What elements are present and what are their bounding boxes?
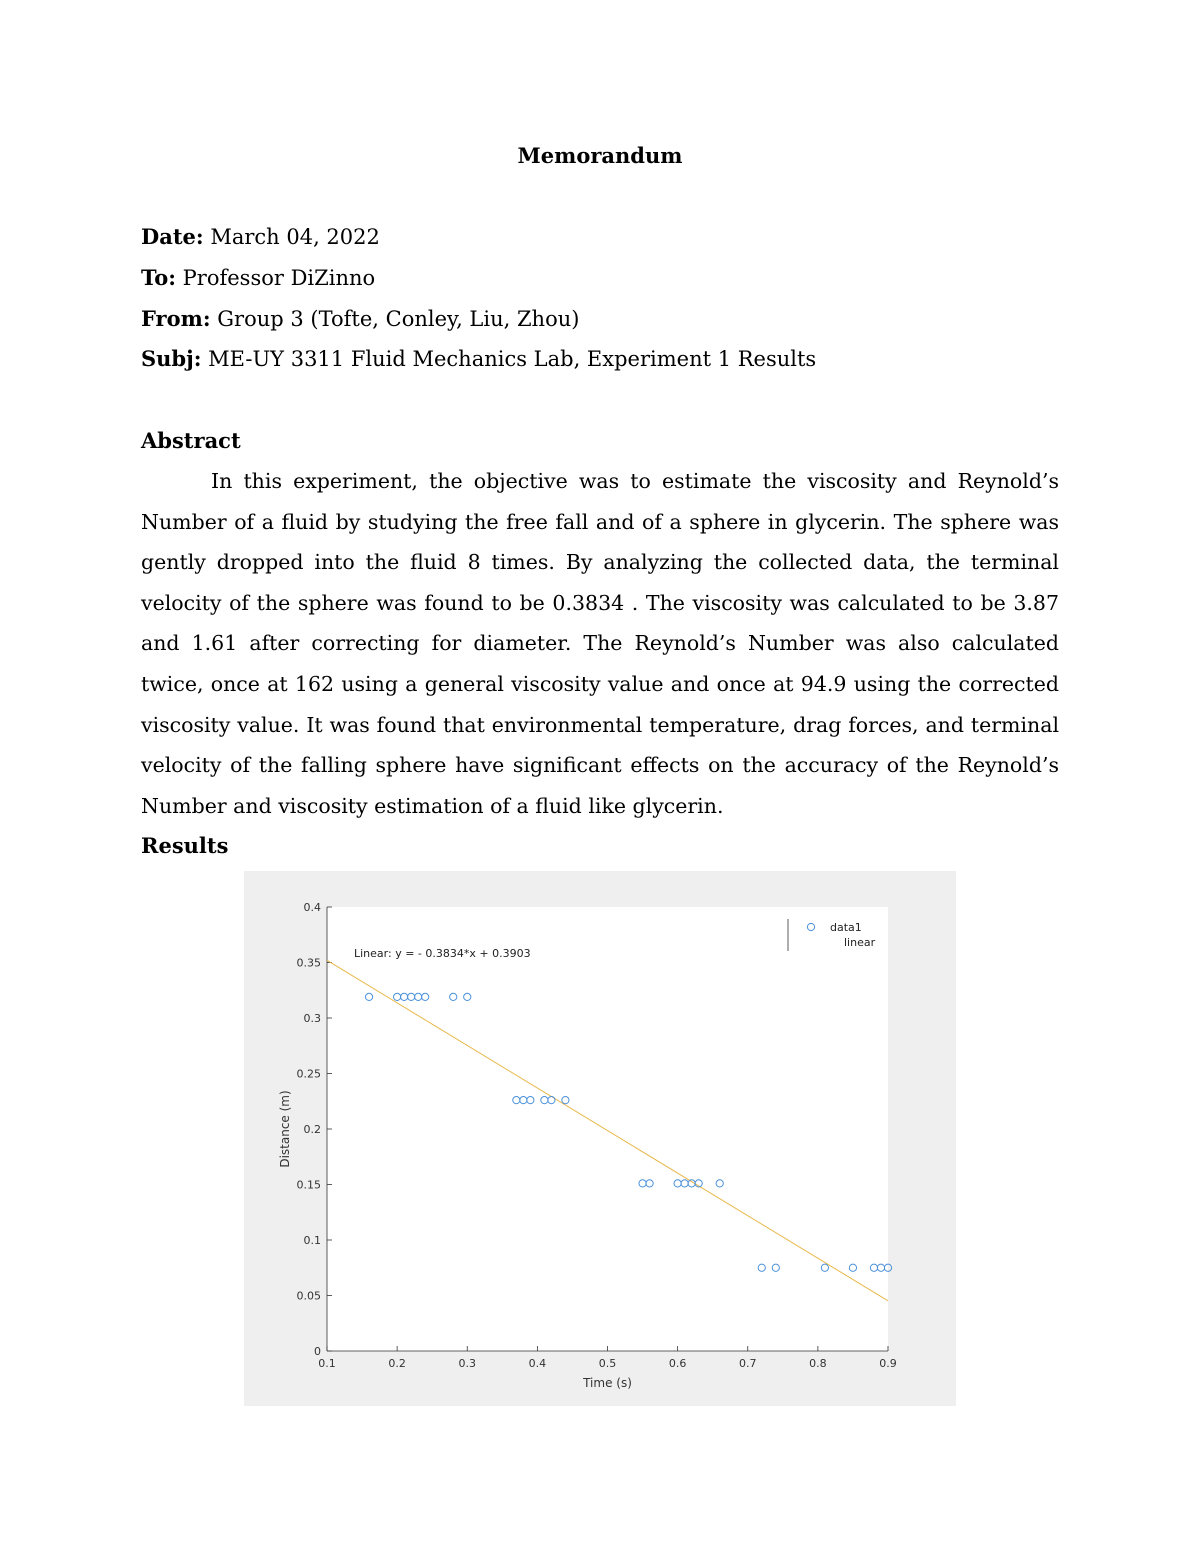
x-tick-label: 0.6 bbox=[668, 1357, 687, 1370]
abstract-body bbox=[141, 461, 1059, 826]
results-chart bbox=[244, 871, 956, 1406]
date-value: March 04, 2022 bbox=[210, 225, 380, 249]
to-value: Professor DiZinno bbox=[182, 266, 376, 290]
y-tick-label: 0 bbox=[314, 1345, 321, 1358]
x-tick-label: 0.9 bbox=[879, 1357, 897, 1370]
from-label: From: bbox=[141, 306, 211, 331]
plot-area bbox=[327, 907, 888, 1351]
y-tick-label: 0.3 bbox=[303, 1012, 321, 1025]
legend-label-linear: linear bbox=[844, 936, 876, 949]
x-tick-label: 0.4 bbox=[528, 1357, 547, 1370]
legend-label-data1: data1 bbox=[830, 921, 862, 934]
y-tick-label: 0.2 bbox=[303, 1123, 321, 1136]
date-line bbox=[141, 224, 380, 249]
x-tick-label: 0.2 bbox=[388, 1357, 406, 1370]
date-label: Date: bbox=[141, 224, 204, 249]
subject-label: Subj: bbox=[141, 346, 202, 371]
scatter-plot bbox=[244, 871, 956, 1406]
subject-value: ME-UY 3311 Fluid Mechanics Lab, Experiment 1 Results bbox=[208, 347, 817, 371]
from-line bbox=[141, 306, 579, 331]
y-tick-label: 0.25 bbox=[296, 1067, 321, 1081]
x-tick-label: 0.1 bbox=[318, 1357, 336, 1370]
from-value: Group 3 (Tofte, Conley, Liu, Zhou) bbox=[217, 307, 580, 331]
abstract-heading: Abstract bbox=[141, 428, 241, 453]
abstract-paragraph: In this experiment, the objective was to estimate the viscosity and Reynold’s Number of a fluid by studying the free fall and of a sphere in glycerin. The sphere was gently dropped into the fluid 8 times. By analyzing the collected data, the terminal velocity of the sphere was found to be 0.3834 . The viscosity was calculated to be 3.87 and 1.61 after correcting for diameter. The Reynold’s Number was also calculated twice, once at 162 using a general viscosity value and once at 94.9 using the corrected viscosity value. It was found that environmental temperature, drag forces, and terminal velocity of the falling sphere have significant effects on the accuracy of the Reynold’s Number and viscosity estimation of a fluid like glycerin. bbox=[141, 469, 1059, 818]
to-label: To: bbox=[141, 265, 176, 290]
to-line bbox=[141, 265, 375, 290]
x-axis-label: Time (s) bbox=[583, 1376, 632, 1390]
y-tick-label: 0.4 bbox=[303, 901, 321, 914]
x-tick-label: 0.5 bbox=[598, 1357, 617, 1370]
fit-annotation: Linear: y = - 0.3834*x + 0.3903 bbox=[354, 947, 531, 960]
x-tick-label: 0.3 bbox=[458, 1357, 476, 1370]
y-tick-label: 0.35 bbox=[296, 956, 321, 970]
y-axis-label: Distance (m) bbox=[278, 1090, 292, 1168]
results-heading: Results bbox=[141, 833, 229, 858]
y-tick-label: 0.05 bbox=[296, 1289, 321, 1303]
y-tick-label: 0.15 bbox=[296, 1178, 321, 1192]
x-tick-label: 0.8 bbox=[809, 1357, 827, 1370]
y-tick-label: 0.1 bbox=[303, 1234, 321, 1247]
page-title: Memorandum bbox=[517, 143, 683, 168]
x-tick-label: 0.7 bbox=[739, 1357, 757, 1370]
subject-line bbox=[141, 346, 816, 371]
